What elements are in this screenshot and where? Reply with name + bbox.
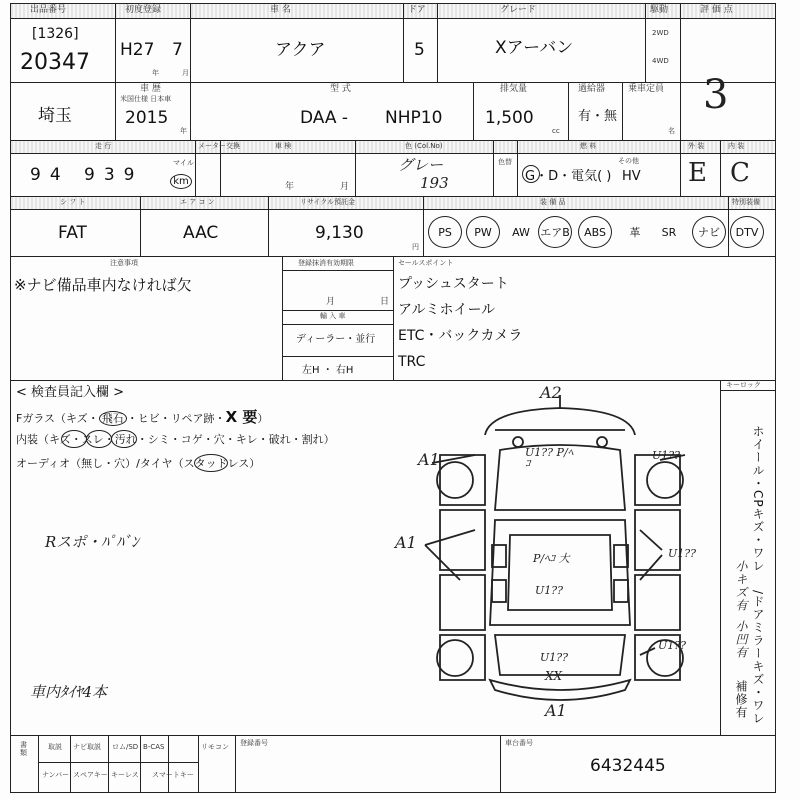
ac-label: エ ア コ ン <box>180 198 215 206</box>
windshield-text-a: Fガラス（キズ・ <box>16 412 99 425</box>
doc-plate: ナンバー <box>42 771 70 779</box>
displacement-unit: cc <box>552 127 560 135</box>
reg-month: 月 <box>326 297 336 307</box>
interior-wear-circle <box>86 430 112 448</box>
type-code: NHP10 <box>385 108 443 128</box>
color-code: 193 <box>420 174 449 192</box>
equip-label: 装 備 品 <box>540 198 566 206</box>
windshield-line <box>16 410 268 425</box>
drive-2wd: 2WD <box>652 29 669 37</box>
mark-rear-bumper: A1 <box>545 701 567 720</box>
int-label: 内 装 <box>728 142 745 150</box>
studless-circle <box>194 454 228 472</box>
doc-spare-key: スペアキー <box>73 771 108 779</box>
option-1: PW <box>466 216 500 248</box>
recycle-value: 9,130 <box>315 223 364 243</box>
turbo: 有・無 <box>578 109 618 124</box>
lot-number: 20347 <box>20 50 90 75</box>
rear-bumper-outline <box>490 680 630 700</box>
inspection-year: 年 <box>285 182 295 192</box>
model-year: 2015 <box>125 108 169 128</box>
sales-point-1: プッシュスタート <box>398 276 509 292</box>
color-value: グレー <box>398 156 444 174</box>
mark-hood: U1?? P/ﾍｺ <box>525 446 574 470</box>
option-2: AW <box>512 225 530 239</box>
model-year-unit: 年 <box>180 127 187 135</box>
displacement: 1,500 <box>485 108 534 128</box>
fuel-g-circle <box>522 165 540 183</box>
inspector-title: < 検査員記入欄 > <box>16 385 125 400</box>
right-note-2: 小キズ有 <box>734 560 748 612</box>
doc-nav-manual: ナビ取説 <box>73 743 101 751</box>
mark-trunk-xx: XX <box>545 669 563 683</box>
doc-rom-sd: ロム/SD <box>112 743 139 751</box>
model-name-label: 車 名 <box>270 5 291 15</box>
sales-point-2: アルミホイール <box>398 302 496 318</box>
drive-label: 駆動 <box>650 5 669 15</box>
option-5: 革 <box>629 226 641 239</box>
caution-label: 注意事項 <box>110 259 138 267</box>
hand-note-tires: 車内ﾀｲﾔ4本 <box>30 683 108 701</box>
type-label: 型 式 <box>330 84 351 94</box>
meter-label: メーター交換 <box>198 142 240 150</box>
windshield-text-e: ） <box>257 412 269 425</box>
doc-remote: リモコン <box>201 743 229 751</box>
chassis-number: 6432445 <box>590 756 666 776</box>
mark-front-right: U1?? <box>652 449 681 462</box>
mileage-unit-mile: マイル <box>173 159 194 167</box>
first-reg-era-year: H27 <box>120 40 155 60</box>
reg-day: 日 <box>380 297 390 307</box>
front-bumper-outline <box>485 408 635 435</box>
doors-value: 5 <box>414 40 425 60</box>
seats-unit: 名 <box>668 127 675 135</box>
grade-label: グレード <box>500 5 537 15</box>
inspection-label: 車 検 <box>275 142 292 150</box>
shift-label: シ フ ト <box>60 198 86 206</box>
year-unit: 年 <box>152 69 159 77</box>
doc-keyless: キーレス <box>111 771 139 779</box>
sales-label: セールスポイント <box>398 259 454 267</box>
reg-expiry-label: 登録抹消有効期限 <box>298 259 354 267</box>
lot-sub: [1326] <box>32 26 79 42</box>
sales-point-3: ETC・バックカメラ <box>398 328 523 344</box>
fuel-label: 燃 料 <box>580 142 597 150</box>
windshield-replace: X 要 <box>225 408 258 426</box>
mark-right-doors: U1?? <box>668 547 697 560</box>
interior-grade: C <box>730 158 750 188</box>
right-note-5: 補修有 <box>734 680 748 719</box>
grade-value: Xアーバン <box>495 38 574 58</box>
interior-line: 内装（キズ・スレ・汚れ・シミ・コゲ・穴・キレ・破れ・割れ） <box>16 433 335 446</box>
mark-front-left: A1 <box>418 450 440 469</box>
inspection-month: 月 <box>340 182 350 192</box>
fuel-value: G・D・電気( ) <box>525 169 612 184</box>
registration-label: 登録番号 <box>240 739 268 747</box>
score-label: 評 価 点 <box>700 5 733 15</box>
option-8: DTV <box>730 216 764 248</box>
option-6: SR <box>661 225 677 239</box>
lot-label: 出品番号 <box>30 5 67 15</box>
docs-label: 書類 <box>20 741 27 757</box>
special-label: 特別装備 <box>732 198 760 206</box>
handle-value: 左H ・ 右H <box>302 365 354 376</box>
option-3: エアB <box>538 216 572 248</box>
month-unit: 月 <box>182 69 189 77</box>
seats-label: 乗車定員 <box>628 84 665 94</box>
key-lock-label: キーロック <box>726 381 761 389</box>
hand-note-rear-spoiler: Rスポ・ﾊﾟﾊﾞﾝ <box>45 533 139 551</box>
right-note-4: 小凹有 <box>734 620 748 659</box>
model-name: アクア <box>275 40 326 60</box>
exterior-grade: E <box>688 158 707 188</box>
audio-tire-line: オーディオ（無し・穴）/タイヤ（スタッドレス） <box>16 457 261 470</box>
doc-manual: 取説 <box>48 743 62 751</box>
mark-front-bumper: A2 <box>540 383 562 402</box>
mileage: 94 939 <box>30 165 144 185</box>
doors-label: ドア <box>408 5 426 15</box>
right-note-1: ホイール・CPキズ・ワレ <box>751 425 765 573</box>
option-7: ナビ <box>692 216 726 248</box>
windshield-text-c: ・ヒビ・リペア跡・ <box>126 412 226 425</box>
color-label: 色 (Col.No) <box>405 142 443 150</box>
right-note-3: /ドアミラーキズ・ワレ <box>751 590 765 726</box>
color-change-label: 色替 <box>498 158 512 166</box>
caution-text: ※ナビ備品車内なければ欠 <box>14 276 192 294</box>
interior-stain-circle <box>111 430 137 448</box>
ac-value: AAC <box>183 223 219 243</box>
windshield-chip: 飛石 <box>99 411 127 426</box>
ext-label: 外 装 <box>688 142 705 150</box>
fuel-other: HV <box>622 169 641 184</box>
displacement-label: 排気量 <box>500 84 528 94</box>
import-label: 輸 入 車 <box>320 312 346 320</box>
mark-roof-2: U1?? <box>535 584 564 597</box>
interior-scratch-circle <box>61 430 87 448</box>
option-0: PS <box>428 216 462 248</box>
first-reg-label: 初度登録 <box>125 5 162 15</box>
sales-point-4: TRC <box>398 354 426 370</box>
option-4: ABS <box>578 216 612 248</box>
fuel-other-label: その他 <box>618 157 639 165</box>
recycle-unit: 円 <box>412 243 419 251</box>
recycle-label: リサイクル預託金 <box>300 198 356 206</box>
type-prefix: DAA - <box>300 108 349 128</box>
mark-trunk: U1?? <box>540 651 569 664</box>
mileage-unit-km: km <box>170 174 192 189</box>
model-year-label: 車 歴 <box>140 84 161 94</box>
turbo-label: 過給器 <box>578 84 606 94</box>
first-reg-month: 7 <box>172 40 183 60</box>
chassis-label: 車台番号 <box>505 739 533 747</box>
shift-value: FAT <box>58 223 87 243</box>
region: 埼玉 <box>38 106 72 126</box>
drive-4wd: 4WD <box>652 57 669 65</box>
mark-roof: P/ﾍｺ 大 <box>533 552 570 565</box>
mark-left-doors: A1 <box>395 533 417 552</box>
doc-smart-key: スマートキー <box>152 771 194 779</box>
mark-rear-right: U1?? <box>658 639 687 652</box>
score-value: 3 <box>703 72 729 118</box>
mileage-label: 走 行 <box>95 142 112 150</box>
doc-bcas: B-CAS <box>143 743 165 751</box>
model-year-sub: 米国仕様 日本車 <box>120 95 172 103</box>
dealer-value: ディーラー・並行 <box>296 334 376 345</box>
